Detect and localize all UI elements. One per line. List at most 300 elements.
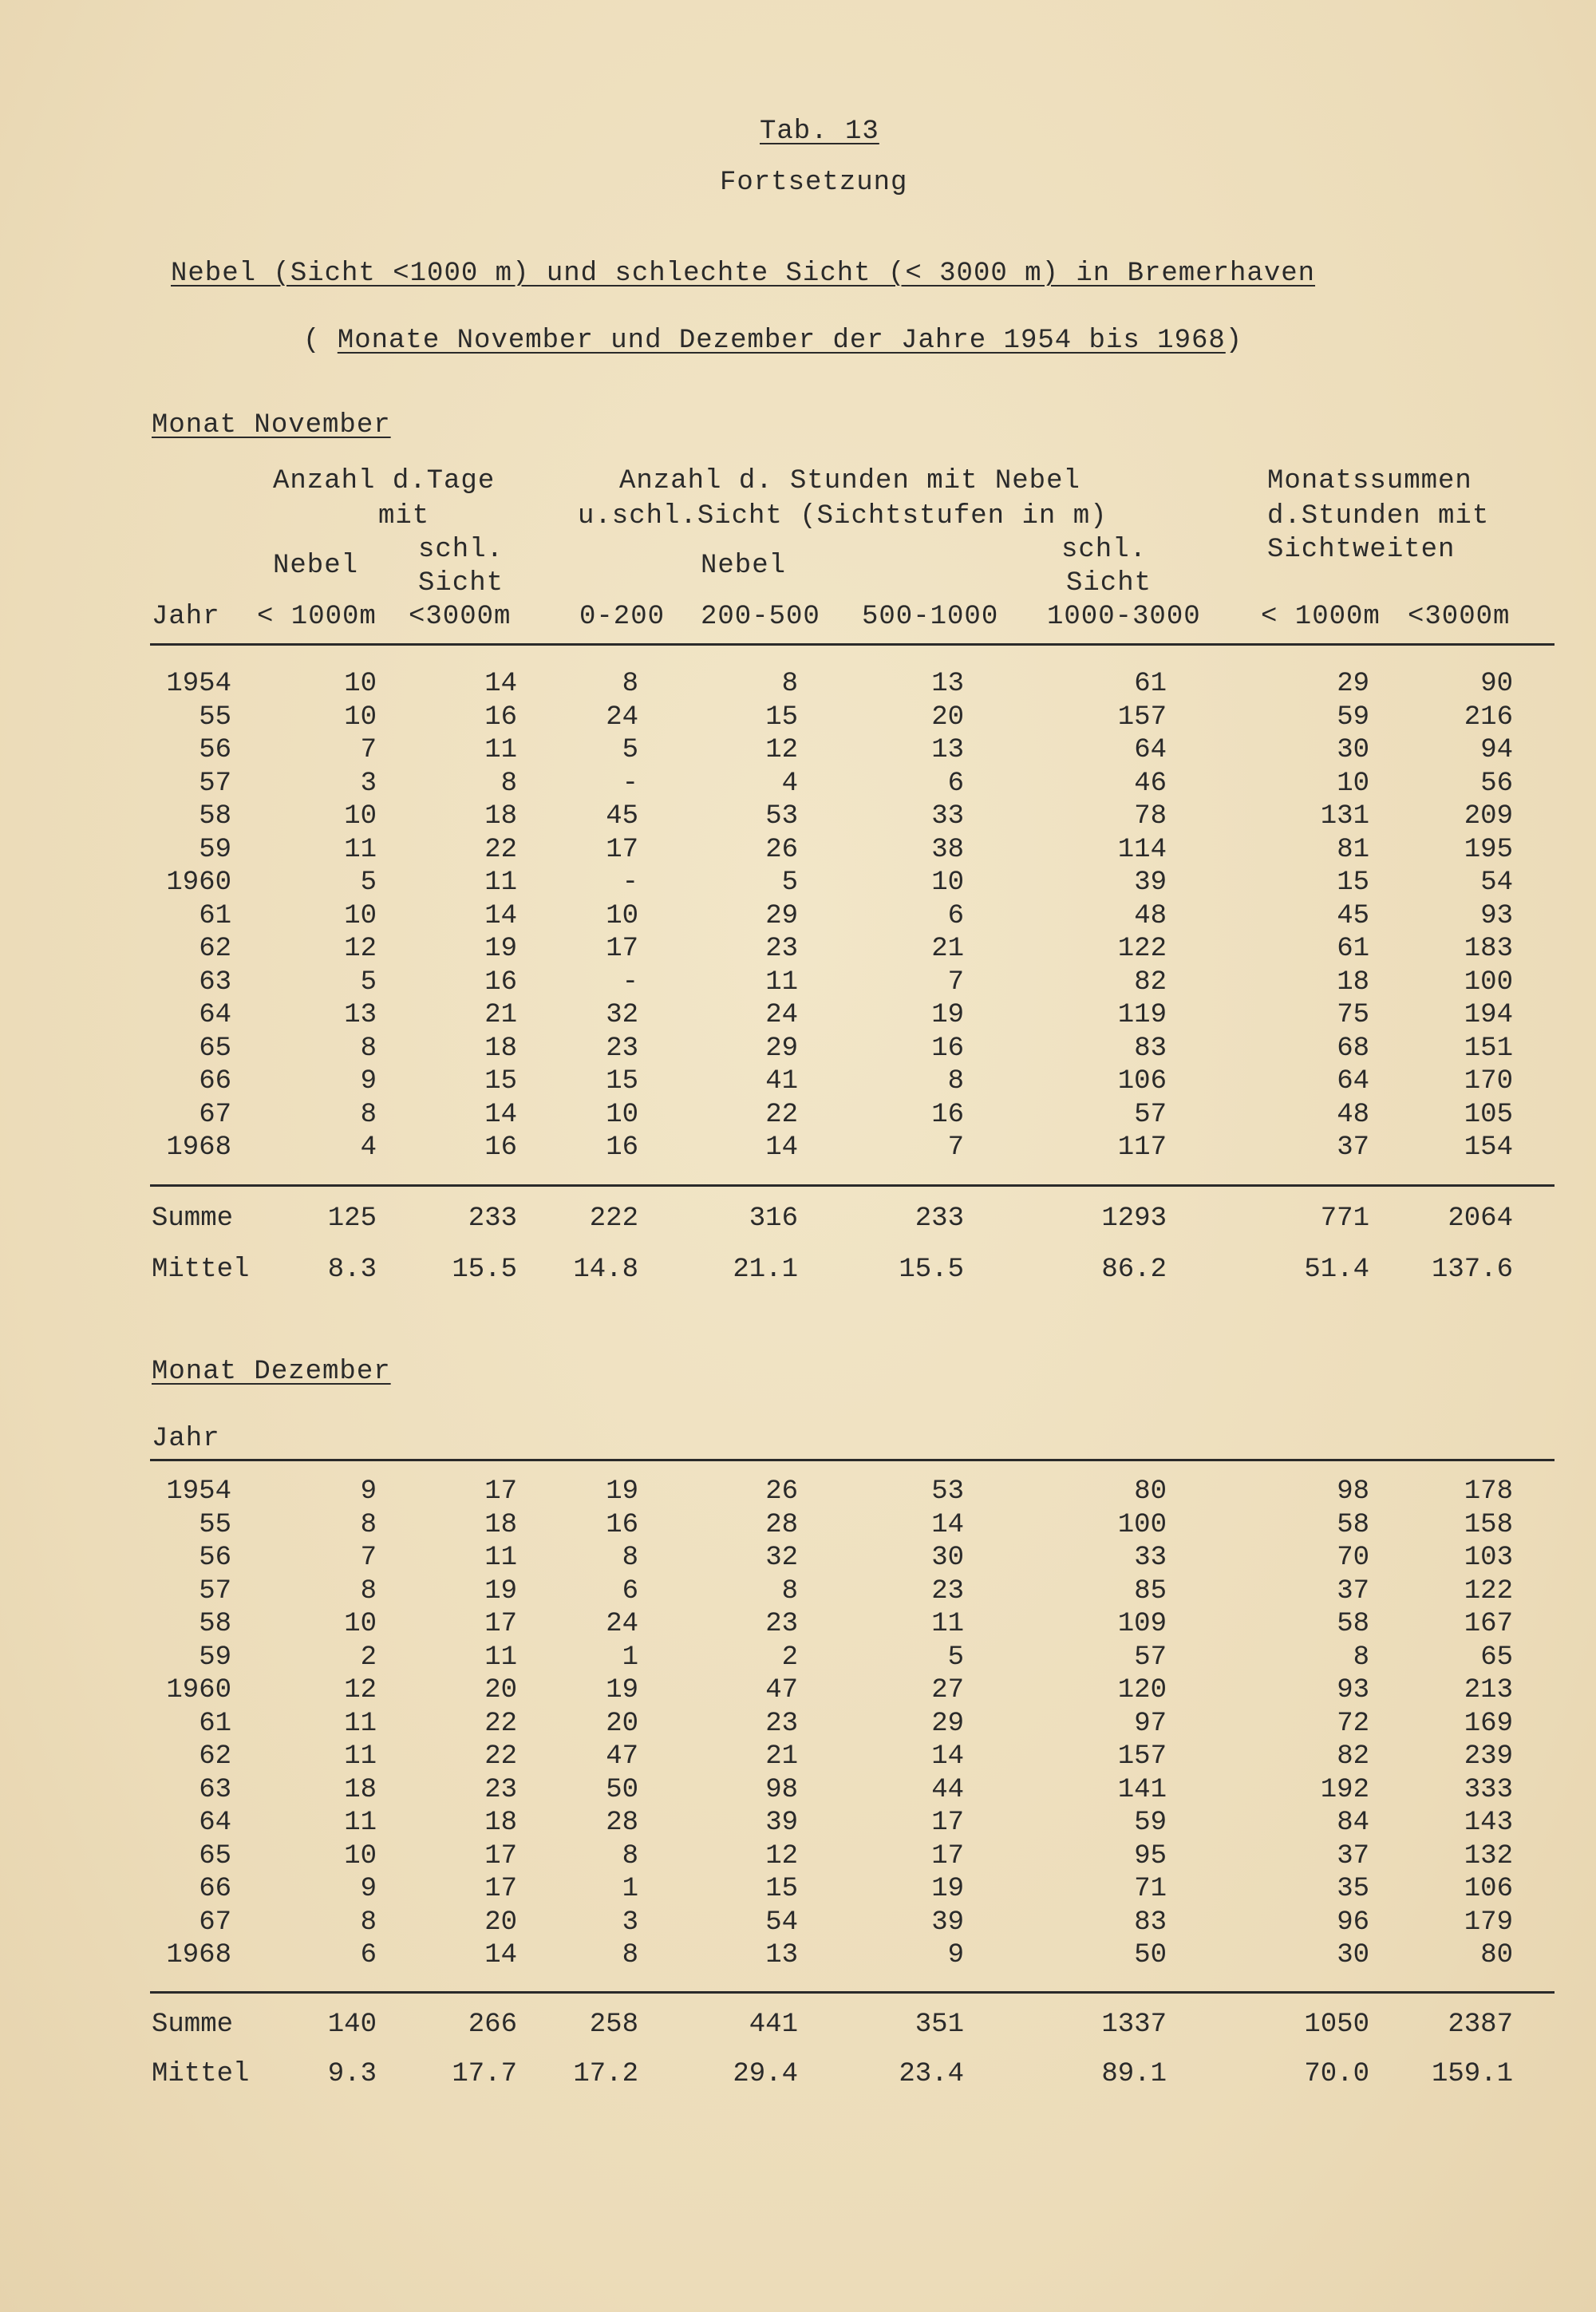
cell-year: 62 (199, 934, 231, 964)
cell-sum-lt1000: 81 (1337, 834, 1369, 865)
cell-sum-lt1000: 75 (1337, 1000, 1369, 1030)
cell-h-0-200: 16 (606, 1509, 638, 1540)
cell-days-lt3000: 19 (484, 934, 517, 964)
cell-sum-lt1000: 29 (1337, 669, 1369, 699)
table-row-november (0, 934, 1596, 967)
cell-h-500-1000: 23 (931, 1575, 964, 1607)
table-row-november (0, 801, 1596, 835)
table-row-november (0, 1132, 1596, 1166)
mittel-sum-lt3000: 159.1 (1431, 2059, 1513, 2089)
mittel-days-lt3000: 15.5 (452, 1255, 517, 1285)
cell-h-500-1000: 13 (931, 735, 964, 765)
cell-year: 67 (199, 1099, 231, 1130)
cell-days-lt3000: 17 (484, 1840, 517, 1871)
cell-h-0-200: 47 (606, 1741, 638, 1772)
continuation-label: Fortsetzung (720, 168, 908, 198)
cell-year: 56 (199, 735, 231, 765)
cell-sum-lt3000: 151 (1464, 1033, 1513, 1064)
cell-h-0-200: 24 (606, 702, 638, 733)
cell-sum-lt3000: 65 (1480, 1642, 1513, 1673)
mittel-days-lt1000: 9.3 (327, 2059, 377, 2089)
cell-sum-lt1000: 15 (1337, 867, 1369, 898)
table-row-dezember (0, 1874, 1596, 1907)
cell-h-200-500: 53 (765, 801, 798, 832)
document-subtitle (303, 326, 1242, 356)
cell-h-0-200: 10 (606, 900, 638, 931)
table-row-november (0, 1000, 1596, 1033)
document-title: Nebel (Sicht <1000 m) und schlechte Sicht (< 3000 m) in Bremerhaven (171, 259, 1316, 289)
cell-days-lt1000: 9 (360, 1476, 377, 1507)
cell-days-lt1000: 11 (344, 1708, 377, 1739)
cell-h-0-200: 8 (622, 1940, 638, 1970)
table-row-dezember (0, 1940, 1596, 1974)
cell-days-lt1000: 9 (360, 1066, 377, 1097)
cell-year: 67 (199, 1907, 231, 1938)
cell-sum-lt3000: 170 (1464, 1066, 1513, 1097)
cell-year: 65 (199, 1033, 231, 1064)
cell-days-lt1000: 8 (360, 1033, 377, 1064)
cell-h-200-500: 26 (765, 834, 798, 865)
cell-days-lt1000: 8 (360, 1509, 377, 1540)
cell-sum-lt1000: 37 (1337, 1132, 1369, 1163)
cell-h-200-500: 4 (781, 768, 798, 799)
cell-h-1000-3000: 85 (1134, 1575, 1167, 1607)
cell-sum-lt1000: 10 (1337, 768, 1369, 799)
cell-h-1000-3000: 114 (1117, 834, 1167, 865)
cell-h-500-1000: 13 (931, 669, 964, 699)
cell-sum-lt1000: 18 (1337, 966, 1369, 998)
cell-sum-lt3000: 209 (1464, 801, 1513, 832)
cell-sum-lt3000: 105 (1464, 1099, 1513, 1130)
cell-h-500-1000: 30 (931, 1543, 964, 1573)
table-row-dezember (0, 1775, 1596, 1808)
cell-days-lt3000: 23 (484, 1774, 517, 1805)
summe-h-500-1000: 351 (915, 2010, 964, 2040)
cell-sum-lt1000: 68 (1337, 1033, 1369, 1064)
cell-h-200-500: 12 (765, 1840, 798, 1871)
cell-year: 63 (199, 1774, 231, 1805)
summe-h-0-200: 222 (589, 1203, 638, 1234)
cell-h-200-500: 11 (765, 966, 798, 998)
cell-h-200-500: 13 (765, 1940, 798, 1970)
summe-sum-lt1000: 771 (1320, 1203, 1369, 1234)
col-group-sums-line2: d.Stunden mit (1267, 501, 1490, 532)
summe-label: Summe (152, 2010, 234, 2040)
cell-sum-lt3000: 179 (1464, 1907, 1513, 1938)
cell-sum-lt3000: 143 (1464, 1808, 1513, 1838)
cell-h-200-500: 23 (765, 1609, 798, 1639)
section-heading-dezember: Monat Dezember (152, 1357, 391, 1387)
cell-days-lt3000: 11 (484, 1642, 517, 1673)
cell-h-500-1000: 17 (931, 1808, 964, 1838)
cell-h-500-1000: 17 (931, 1840, 964, 1871)
cell-h-1000-3000: 50 (1134, 1940, 1167, 1970)
cell-sum-lt3000: 195 (1464, 834, 1513, 865)
cell-days-lt1000: 5 (360, 867, 377, 898)
cell-h-500-1000: 21 (931, 934, 964, 964)
col-group-days-line2: mit (378, 501, 430, 532)
cell-year: 61 (199, 1708, 231, 1739)
cell-days-lt3000: 20 (484, 1907, 517, 1938)
cell-h-0-200: 1 (622, 1642, 638, 1673)
cell-sum-lt3000: 122 (1464, 1575, 1513, 1607)
cell-h-200-500: 32 (765, 1543, 798, 1573)
cell-sum-lt1000: 58 (1337, 1609, 1369, 1639)
cell-h-500-1000: 53 (931, 1476, 964, 1507)
cell-days-lt3000: 16 (484, 1132, 517, 1163)
cell-sum-lt1000: 59 (1337, 702, 1369, 733)
table-row-november (0, 1100, 1596, 1133)
cell-h-0-200: 16 (606, 1132, 638, 1163)
cell-h-0-200: 8 (622, 1543, 638, 1573)
table-row-dezember (0, 1808, 1596, 1841)
cell-h-500-1000: 7 (947, 1132, 964, 1163)
cell-h-1000-3000: 83 (1134, 1033, 1167, 1064)
cell-h-1000-3000: 33 (1134, 1543, 1167, 1573)
cell-h-0-200: 6 (622, 1575, 638, 1607)
cell-h-1000-3000: 39 (1134, 867, 1167, 898)
summe-h-1000-3000: 1293 (1101, 1203, 1167, 1234)
subtitle-close-paren: ) (1225, 326, 1243, 356)
cell-h-200-500: 15 (765, 702, 798, 733)
cell-days-lt1000: 9 (360, 1874, 377, 1904)
cell-sum-lt1000: 84 (1337, 1808, 1369, 1838)
cell-h-200-500: 5 (781, 867, 798, 898)
summe-days-lt3000: 233 (468, 1203, 517, 1234)
cell-h-200-500: 29 (765, 900, 798, 931)
cell-h-500-1000: 6 (947, 768, 964, 799)
table-row-november (0, 735, 1596, 769)
cell-year: 1968 (166, 1132, 231, 1163)
cell-h-0-200: 10 (606, 1099, 638, 1130)
cell-h-0-200: 28 (606, 1808, 638, 1838)
cell-days-lt3000: 14 (484, 669, 517, 699)
summe-h-0-200: 258 (589, 2010, 638, 2040)
mittel-h-0-200: 17.2 (573, 2059, 638, 2089)
cell-sum-lt3000: 239 (1464, 1741, 1513, 1772)
cell-days-lt1000: 6 (360, 1940, 377, 1970)
cell-h-500-1000: 10 (931, 867, 964, 898)
cell-sum-lt3000: 56 (1480, 768, 1513, 799)
cell-sum-lt3000: 80 (1480, 1940, 1513, 1970)
cell-h-200-500: 39 (765, 1808, 798, 1838)
table-row-dezember (0, 1642, 1596, 1676)
col-hours-0-200: 0-200 (579, 602, 666, 632)
col-year: Jahr (152, 602, 220, 632)
mittel-sum-lt1000: 51.4 (1304, 1255, 1369, 1285)
mittel-h-200-500: 29.4 (733, 2059, 798, 2089)
cell-days-lt3000: 11 (484, 1543, 517, 1573)
cell-sum-lt3000: 333 (1464, 1774, 1513, 1805)
cell-sum-lt3000: 54 (1480, 867, 1513, 898)
cell-year: 59 (199, 1642, 231, 1673)
cell-h-0-200: 8 (622, 1840, 638, 1871)
cell-h-0-200: - (622, 966, 638, 998)
cell-year: 62 (199, 1741, 231, 1772)
mittel-days-lt1000: 8.3 (327, 1255, 377, 1285)
cell-sum-lt3000: 178 (1464, 1476, 1513, 1507)
cell-days-lt3000: 16 (484, 966, 517, 998)
summe-h-200-500: 316 (749, 1203, 798, 1234)
cell-h-0-200: 3 (622, 1907, 638, 1938)
cell-h-0-200: 32 (606, 1000, 638, 1030)
cell-h-500-1000: 11 (931, 1609, 964, 1639)
col-days-nebel: Nebel (273, 551, 359, 581)
col-days-lt3000: <3000m (409, 602, 512, 632)
col-group-hours-line1: Anzahl d. Stunden mit Nebel (619, 466, 1080, 496)
mittel-h-500-1000: 23.4 (899, 2059, 964, 2089)
cell-h-0-200: - (622, 768, 638, 799)
mittel-label: Mittel (152, 2059, 250, 2089)
cell-h-0-200: 45 (606, 801, 638, 832)
cell-h-500-1000: 27 (931, 1675, 964, 1705)
summe-days-lt1000: 125 (327, 1203, 377, 1234)
col-hours-schl-line2: Sicht (1066, 568, 1152, 599)
cell-h-0-200: 5 (622, 735, 638, 765)
cell-sum-lt3000: 106 (1464, 1874, 1513, 1904)
cell-days-lt1000: 8 (360, 1099, 377, 1130)
cell-h-200-500: 47 (765, 1675, 798, 1705)
cell-days-lt1000: 3 (360, 768, 377, 799)
cell-h-200-500: 23 (765, 1708, 798, 1739)
cell-h-1000-3000: 100 (1117, 1509, 1167, 1540)
summe-h-1000-3000: 1337 (1101, 2010, 1167, 2040)
cell-h-500-1000: 9 (947, 1940, 964, 1970)
cell-days-lt1000: 7 (360, 1543, 377, 1573)
cell-days-lt1000: 10 (344, 702, 377, 733)
cell-days-lt3000: 14 (484, 1099, 517, 1130)
cell-days-lt1000: 5 (360, 966, 377, 998)
col-days-schl-line1: schl. (418, 535, 504, 565)
cell-sum-lt1000: 82 (1337, 1741, 1369, 1772)
table-row-dezember (0, 1609, 1596, 1642)
table-row-dezember (0, 1476, 1596, 1510)
cell-days-lt3000: 18 (484, 1808, 517, 1838)
cell-h-500-1000: 16 (931, 1099, 964, 1130)
cell-h-0-200: 19 (606, 1675, 638, 1705)
cell-year: 58 (199, 1609, 231, 1639)
cell-sum-lt3000: 158 (1464, 1509, 1513, 1540)
cell-year: 64 (199, 1808, 231, 1838)
cell-h-1000-3000: 117 (1117, 1132, 1167, 1163)
mittel-label: Mittel (152, 1255, 250, 1285)
totals-rule-dezember (150, 1991, 1555, 1994)
cell-h-500-1000: 39 (931, 1907, 964, 1938)
cell-sum-lt1000: 131 (1320, 801, 1369, 832)
cell-h-1000-3000: 61 (1134, 669, 1167, 699)
cell-sum-lt1000: 96 (1337, 1907, 1369, 1938)
mittel-days-lt3000: 17.7 (452, 2059, 517, 2089)
cell-h-200-500: 8 (781, 1575, 798, 1607)
cell-days-lt1000: 10 (344, 1609, 377, 1639)
cell-days-lt1000: 18 (344, 1774, 377, 1805)
cell-h-0-200: 1 (622, 1874, 638, 1904)
cell-sum-lt3000: 132 (1464, 1840, 1513, 1871)
cell-year: 55 (199, 702, 231, 733)
cell-h-200-500: 14 (765, 1132, 798, 1163)
subtitle-text: Monate November und Dezember der Jahre 1954 bis 1968 (337, 326, 1226, 356)
mittel-sum-lt1000: 70.0 (1304, 2059, 1369, 2089)
cell-year: 57 (199, 1575, 231, 1607)
cell-h-500-1000: 29 (931, 1708, 964, 1739)
cell-days-lt1000: 7 (360, 735, 377, 765)
cell-sum-lt1000: 72 (1337, 1708, 1369, 1739)
cell-year: 59 (199, 834, 231, 865)
col-days-schl-line2: Sicht (418, 568, 504, 599)
cell-sum-lt1000: 30 (1337, 735, 1369, 765)
header-rule-november (150, 643, 1555, 646)
cell-h-500-1000: 14 (931, 1509, 964, 1540)
table-row-dezember (0, 1576, 1596, 1610)
cell-days-lt1000: 8 (360, 1907, 377, 1938)
cell-days-lt1000: 10 (344, 900, 377, 931)
cell-h-500-1000: 14 (931, 1741, 964, 1772)
cell-year: 1968 (166, 1940, 231, 1970)
cell-days-lt3000: 8 (500, 768, 517, 799)
cell-sum-lt1000: 58 (1337, 1509, 1369, 1540)
cell-sum-lt3000: 103 (1464, 1543, 1513, 1573)
cell-days-lt1000: 11 (344, 1741, 377, 1772)
col-hours-schl-line1: schl. (1061, 535, 1148, 565)
cell-days-lt1000: 2 (360, 1642, 377, 1673)
cell-h-1000-3000: 157 (1117, 1741, 1167, 1772)
cell-h-0-200: 50 (606, 1774, 638, 1805)
cell-h-1000-3000: 106 (1117, 1066, 1167, 1097)
cell-h-200-500: 21 (765, 1741, 798, 1772)
summe-days-lt1000: 140 (327, 2010, 377, 2040)
cell-h-1000-3000: 64 (1134, 735, 1167, 765)
cell-h-200-500: 2 (781, 1642, 798, 1673)
cell-days-lt3000: 20 (484, 1675, 517, 1705)
cell-sum-lt1000: 37 (1337, 1840, 1369, 1871)
cell-sum-lt1000: 45 (1337, 900, 1369, 931)
cell-days-lt3000: 21 (484, 1000, 517, 1030)
cell-h-200-500: 54 (765, 1907, 798, 1938)
subtitle-open-paren: ( (303, 326, 338, 356)
cell-h-1000-3000: 83 (1134, 1907, 1167, 1938)
cell-days-lt3000: 22 (484, 1741, 517, 1772)
cell-sum-lt3000: 194 (1464, 1000, 1513, 1030)
cell-h-0-200: 24 (606, 1609, 638, 1639)
cell-h-500-1000: 8 (947, 1066, 964, 1097)
table-row-dezember (0, 1709, 1596, 1742)
table-row-dezember (0, 1543, 1596, 1576)
cell-year: 63 (199, 966, 231, 998)
cell-h-1000-3000: 97 (1134, 1708, 1167, 1739)
cell-sum-lt3000: 169 (1464, 1708, 1513, 1739)
summe-sum-lt3000: 2387 (1448, 2010, 1513, 2040)
cell-h-0-200: 8 (622, 669, 638, 699)
col-hours-500-1000: 500-1000 (862, 602, 999, 632)
cell-days-lt3000: 18 (484, 1033, 517, 1064)
cell-h-200-500: 24 (765, 1000, 798, 1030)
table-row-dezember (0, 1907, 1596, 1941)
cell-h-500-1000: 20 (931, 702, 964, 733)
table-row-november (0, 1033, 1596, 1067)
summe-sum-lt3000: 2064 (1448, 1203, 1513, 1234)
cell-days-lt3000: 17 (484, 1874, 517, 1904)
cell-h-0-200: 15 (606, 1066, 638, 1097)
cell-year: 1960 (166, 1675, 231, 1705)
cell-days-lt3000: 22 (484, 834, 517, 865)
cell-h-200-500: 26 (765, 1476, 798, 1507)
cell-days-lt3000: 11 (484, 867, 517, 898)
cell-h-200-500: 41 (765, 1066, 798, 1097)
table-row-november (0, 669, 1596, 702)
table-row-november (0, 769, 1596, 802)
cell-days-lt3000: 11 (484, 735, 517, 765)
cell-year: 66 (199, 1066, 231, 1097)
cell-h-1000-3000: 95 (1134, 1840, 1167, 1871)
cell-h-1000-3000: 122 (1117, 934, 1167, 964)
col-days-lt1000: < 1000m (257, 602, 377, 632)
summe-sum-lt1000: 1050 (1304, 2010, 1369, 2040)
cell-days-lt1000: 10 (344, 1840, 377, 1871)
summe-days-lt3000: 266 (468, 2010, 517, 2040)
col-group-sums-line3: Sichtweiten (1267, 535, 1456, 565)
cell-year: 56 (199, 1543, 231, 1573)
cell-h-1000-3000: 109 (1117, 1609, 1167, 1639)
col-sums-lt1000: < 1000m (1261, 602, 1381, 632)
cell-days-lt3000: 18 (484, 801, 517, 832)
table-row-november (0, 967, 1596, 1001)
cell-h-500-1000: 19 (931, 1874, 964, 1904)
col-sums-lt3000: <3000m (1408, 602, 1511, 632)
cell-h-0-200: 20 (606, 1708, 638, 1739)
mittel-h-200-500: 21.1 (733, 1255, 798, 1285)
cell-h-1000-3000: 120 (1117, 1675, 1167, 1705)
table-row-dezember (0, 1510, 1596, 1543)
cell-days-lt1000: 11 (344, 1808, 377, 1838)
cell-sum-lt1000: 70 (1337, 1543, 1369, 1573)
cell-h-500-1000: 33 (931, 801, 964, 832)
cell-days-lt3000: 22 (484, 1708, 517, 1739)
cell-h-1000-3000: 71 (1134, 1874, 1167, 1904)
cell-h-200-500: 23 (765, 934, 798, 964)
cell-sum-lt3000: 90 (1480, 669, 1513, 699)
cell-sum-lt1000: 192 (1320, 1774, 1369, 1805)
cell-sum-lt3000: 100 (1464, 966, 1513, 998)
cell-sum-lt3000: 183 (1464, 934, 1513, 964)
cell-h-1000-3000: 141 (1117, 1774, 1167, 1805)
cell-days-lt3000: 17 (484, 1609, 517, 1639)
cell-days-lt3000: 14 (484, 900, 517, 931)
cell-sum-lt1000: 35 (1337, 1874, 1369, 1904)
header-rule-dezember (150, 1459, 1555, 1461)
cell-days-lt3000: 14 (484, 1940, 517, 1970)
cell-h-1000-3000: 57 (1134, 1642, 1167, 1673)
table-label: Tab. 13 (760, 117, 879, 147)
summe-h-200-500: 441 (749, 2010, 798, 2040)
cell-sum-lt1000: 98 (1337, 1476, 1369, 1507)
cell-h-200-500: 98 (765, 1774, 798, 1805)
mittel-row (0, 1255, 1596, 1288)
cell-days-lt1000: 13 (344, 1000, 377, 1030)
cell-h-1000-3000: 57 (1134, 1099, 1167, 1130)
cell-days-lt1000: 12 (344, 934, 377, 964)
cell-h-0-200: 23 (606, 1033, 638, 1064)
summe-row (0, 2010, 1596, 2043)
cell-year: 66 (199, 1874, 231, 1904)
mittel-h-500-1000: 15.5 (899, 1255, 964, 1285)
table-row-november (0, 702, 1596, 736)
mittel-row (0, 2059, 1596, 2093)
cell-h-500-1000: 44 (931, 1774, 964, 1805)
cell-sum-lt1000: 48 (1337, 1099, 1369, 1130)
cell-h-500-1000: 5 (947, 1642, 964, 1673)
cell-sum-lt3000: 213 (1464, 1675, 1513, 1705)
cell-year: 55 (199, 1509, 231, 1540)
